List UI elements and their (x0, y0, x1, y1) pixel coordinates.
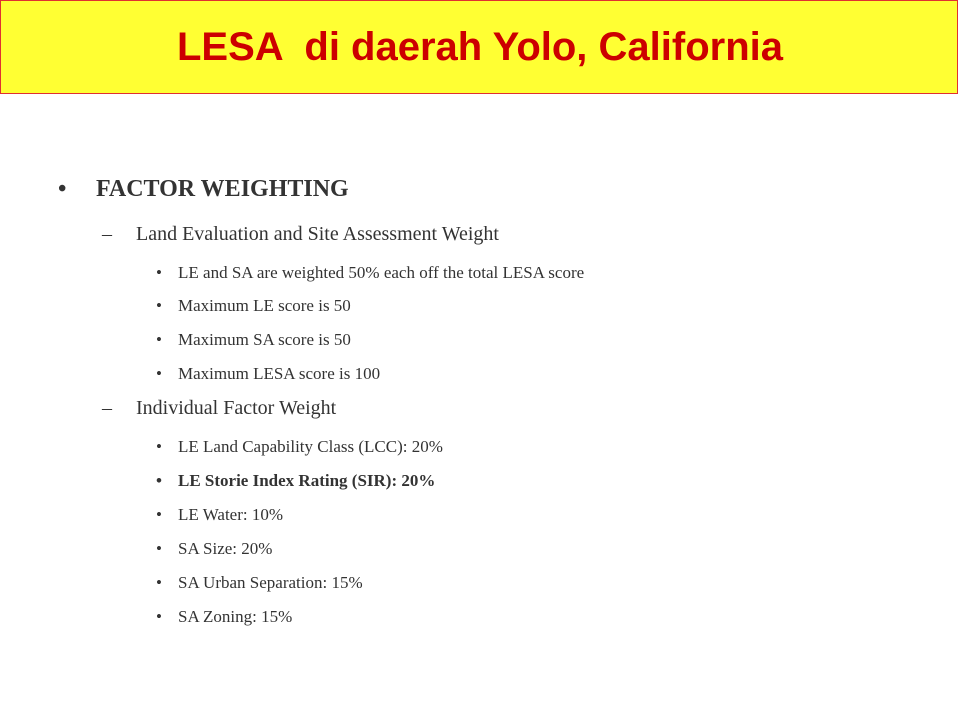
slide-title: LESA di daerah Yolo, California (176, 25, 784, 69)
bullet-dot-icon: • (156, 296, 162, 315)
list-item-text: LE and SA are weighted 50% each off the total LESA score (178, 263, 585, 282)
bullet-dot-icon: • (58, 176, 67, 202)
heading-text: FACTOR WEIGHTING (96, 176, 349, 202)
bullet-dot-icon: • (156, 505, 162, 524)
list-item-text: Maximum LE score is 50 (178, 296, 351, 315)
bullet-dot-icon: • (156, 573, 162, 592)
section-2-label: Individual Factor Weight (136, 397, 337, 419)
section-1-label: Land Evaluation and Site Assessment Weight (136, 223, 499, 245)
bullet-dot-icon: • (156, 607, 162, 626)
list-item-text: SA Size: 20% (178, 539, 273, 558)
list-item-text: SA Urban Separation: 15% (178, 573, 363, 592)
bullet-dot-icon: • (156, 330, 162, 349)
list-item-text: SA Zoning: 15% (178, 607, 293, 626)
list-item-text: Maximum LESA score is 100 (178, 364, 381, 383)
bullet-dot-icon: • (156, 437, 162, 456)
list-item-text: LE Land Capability Class (LCC): 20% (178, 437, 443, 456)
bullet-dot-icon: • (156, 471, 162, 490)
dash-icon: – (102, 397, 112, 419)
list-item-text: LE Water: 10% (178, 505, 284, 524)
list-item-text: Maximum SA score is 50 (178, 330, 351, 349)
list-item-text: LE Storie Index Rating (SIR): 20% (178, 471, 436, 490)
bullet-dot-icon: • (156, 364, 162, 383)
bullet-dot-icon: • (156, 539, 162, 558)
bullet-dot-icon: • (156, 263, 162, 282)
dash-icon: – (102, 223, 112, 245)
